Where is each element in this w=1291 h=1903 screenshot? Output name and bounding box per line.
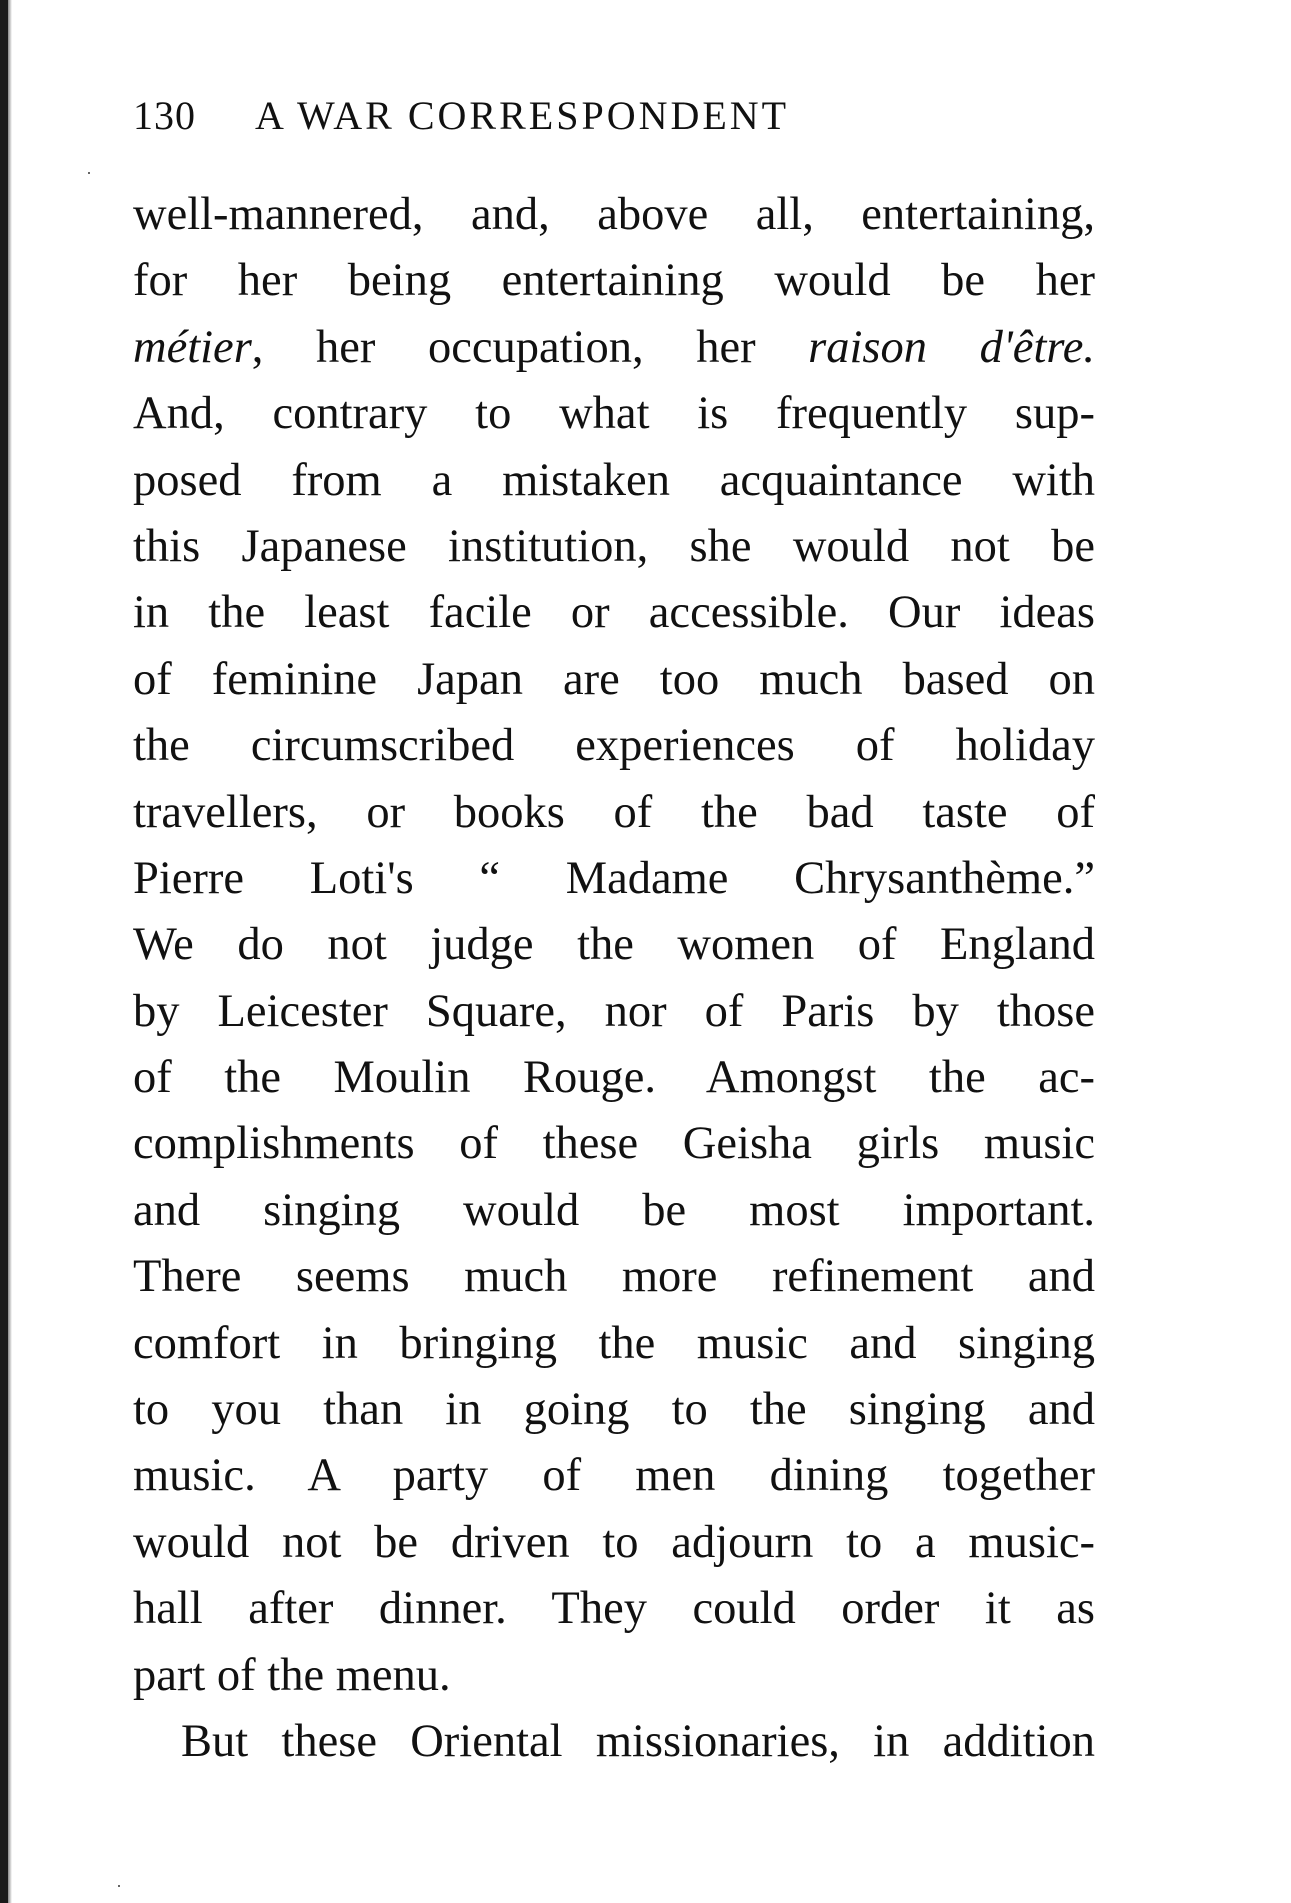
text-line: would not be driven to adjourn to a music- xyxy=(133,1516,1095,1568)
text-line: and singing would be most important. xyxy=(133,1184,1095,1236)
text-line: well-mannered, and, above all, entertaining, xyxy=(133,189,1095,240)
text-line: And, contrary to what is frequently sup- xyxy=(133,388,1095,440)
text-line: music. A party of men dining together xyxy=(133,1450,1095,1502)
text-line: posed from a mistaken acquaintance with xyxy=(133,454,1095,506)
text-line: complishments of these Geisha girls music xyxy=(133,1118,1095,1170)
text-line: of feminine Japan are too much based on xyxy=(133,653,1095,705)
text-line: in the least facile or accessible. Our ideas xyxy=(133,587,1095,639)
text-line: this Japanese institution, she would not be xyxy=(133,520,1095,572)
text-line: to you than in going to the singing and xyxy=(133,1384,1095,1436)
text-line: by Leicester Square, nor of Paris by those xyxy=(133,985,1095,1037)
text-line: the circumscribed experiences of holiday xyxy=(133,720,1095,772)
text-line: There seems much more refinement and xyxy=(133,1251,1095,1303)
binding-shadow xyxy=(8,0,12,1903)
text-line: But these Oriental missionaries, in addition xyxy=(181,1715,1095,1767)
text-line: Pierre Loti's “ Madame Chrysanthème.” xyxy=(133,852,1095,904)
running-title: A WAR CORRESPONDENT xyxy=(255,93,790,138)
text-line: comfort in bringing the music and singing xyxy=(133,1317,1095,1369)
binding-edge xyxy=(0,0,8,1903)
italic-phrase: métier xyxy=(133,321,252,373)
body-text xyxy=(133,182,1095,1775)
text-line xyxy=(133,315,1095,381)
text-line: for her being entertaining would be her xyxy=(133,255,1095,307)
text-line: hall after dinner. They could order it as xyxy=(133,1583,1095,1635)
text-line: We do not judge the women of England xyxy=(133,919,1095,971)
text-line: part of the menu. xyxy=(133,1649,451,1701)
italic-phrase: raison d'être. xyxy=(808,321,1095,373)
text-line: travellers, or books of the bad taste of xyxy=(133,786,1095,838)
page-number: 130 xyxy=(133,93,196,138)
stray-mark xyxy=(88,172,90,174)
running-head xyxy=(133,92,789,139)
stray-mark xyxy=(118,1885,120,1887)
text-line: of the Moulin Rouge. Amongst the ac- xyxy=(133,1052,1095,1104)
text-span: , her occupation, her xyxy=(251,321,809,373)
